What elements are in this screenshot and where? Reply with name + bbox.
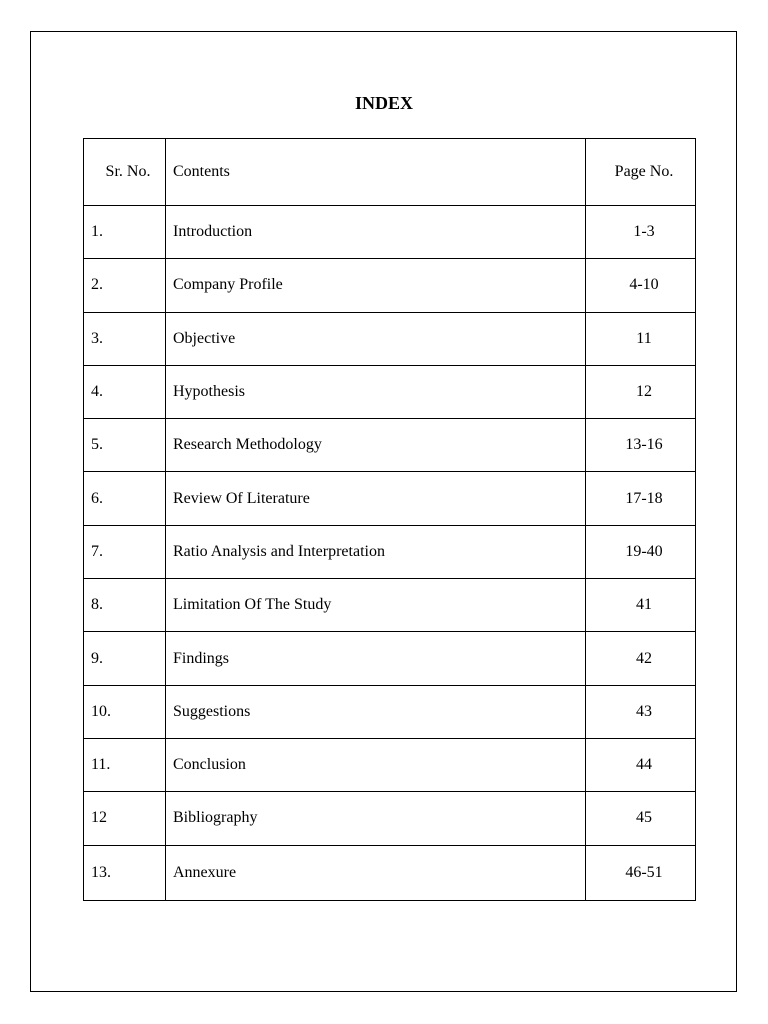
table-row bbox=[84, 632, 696, 685]
row-page-no: 43 bbox=[586, 685, 696, 738]
row-page-no: 17-18 bbox=[586, 472, 696, 525]
table-header-row bbox=[84, 139, 696, 206]
row-sr-no: 8. bbox=[84, 579, 166, 632]
index-table bbox=[83, 138, 696, 901]
table-row bbox=[84, 792, 696, 845]
table-row bbox=[84, 845, 696, 900]
table-row bbox=[84, 472, 696, 525]
header-contents: Contents bbox=[166, 139, 586, 206]
row-page-no: 44 bbox=[586, 738, 696, 791]
row-contents: Findings bbox=[166, 632, 586, 685]
table-row bbox=[84, 206, 696, 259]
row-contents: Hypothesis bbox=[166, 365, 586, 418]
row-page-no: 42 bbox=[586, 632, 696, 685]
row-sr-no: 2. bbox=[84, 259, 166, 312]
header-page-no: Page No. bbox=[586, 139, 696, 206]
row-contents: Review Of Literature bbox=[166, 472, 586, 525]
row-sr-no: 7. bbox=[84, 525, 166, 578]
row-sr-no: 11. bbox=[84, 738, 166, 791]
row-sr-no: 4. bbox=[84, 365, 166, 418]
table-row bbox=[84, 419, 696, 472]
table-body bbox=[84, 206, 696, 901]
table-row bbox=[84, 579, 696, 632]
row-page-no: 4-10 bbox=[586, 259, 696, 312]
row-sr-no: 1. bbox=[84, 206, 166, 259]
table-row bbox=[84, 525, 696, 578]
row-page-no: 1-3 bbox=[586, 206, 696, 259]
row-contents: Bibliography bbox=[166, 792, 586, 845]
row-contents: Annexure bbox=[166, 845, 586, 900]
header-sr-no: Sr. No. bbox=[84, 139, 166, 206]
row-contents: Introduction bbox=[166, 206, 586, 259]
row-contents: Research Methodology bbox=[166, 419, 586, 472]
table-row bbox=[84, 365, 696, 418]
row-contents: Ratio Analysis and Interpretation bbox=[166, 525, 586, 578]
row-contents: Limitation Of The Study bbox=[166, 579, 586, 632]
table-row bbox=[84, 312, 696, 365]
row-sr-no: 9. bbox=[84, 632, 166, 685]
row-contents: Company Profile bbox=[166, 259, 586, 312]
table-row bbox=[84, 738, 696, 791]
row-sr-no: 10. bbox=[84, 685, 166, 738]
row-page-no: 13-16 bbox=[586, 419, 696, 472]
row-page-no: 45 bbox=[586, 792, 696, 845]
table-row bbox=[84, 259, 696, 312]
row-page-no: 46-51 bbox=[586, 845, 696, 900]
row-page-no: 12 bbox=[586, 365, 696, 418]
row-contents: Objective bbox=[166, 312, 586, 365]
row-sr-no: 12 bbox=[84, 792, 166, 845]
row-sr-no: 6. bbox=[84, 472, 166, 525]
row-contents: Conclusion bbox=[166, 738, 586, 791]
row-sr-no: 5. bbox=[84, 419, 166, 472]
table-row bbox=[84, 685, 696, 738]
row-page-no: 41 bbox=[586, 579, 696, 632]
row-page-no: 11 bbox=[586, 312, 696, 365]
row-sr-no: 3. bbox=[84, 312, 166, 365]
row-sr-no: 13. bbox=[84, 845, 166, 900]
row-contents: Suggestions bbox=[166, 685, 586, 738]
page-title: INDEX bbox=[354, 93, 413, 113]
row-page-no: 19-40 bbox=[586, 525, 696, 578]
